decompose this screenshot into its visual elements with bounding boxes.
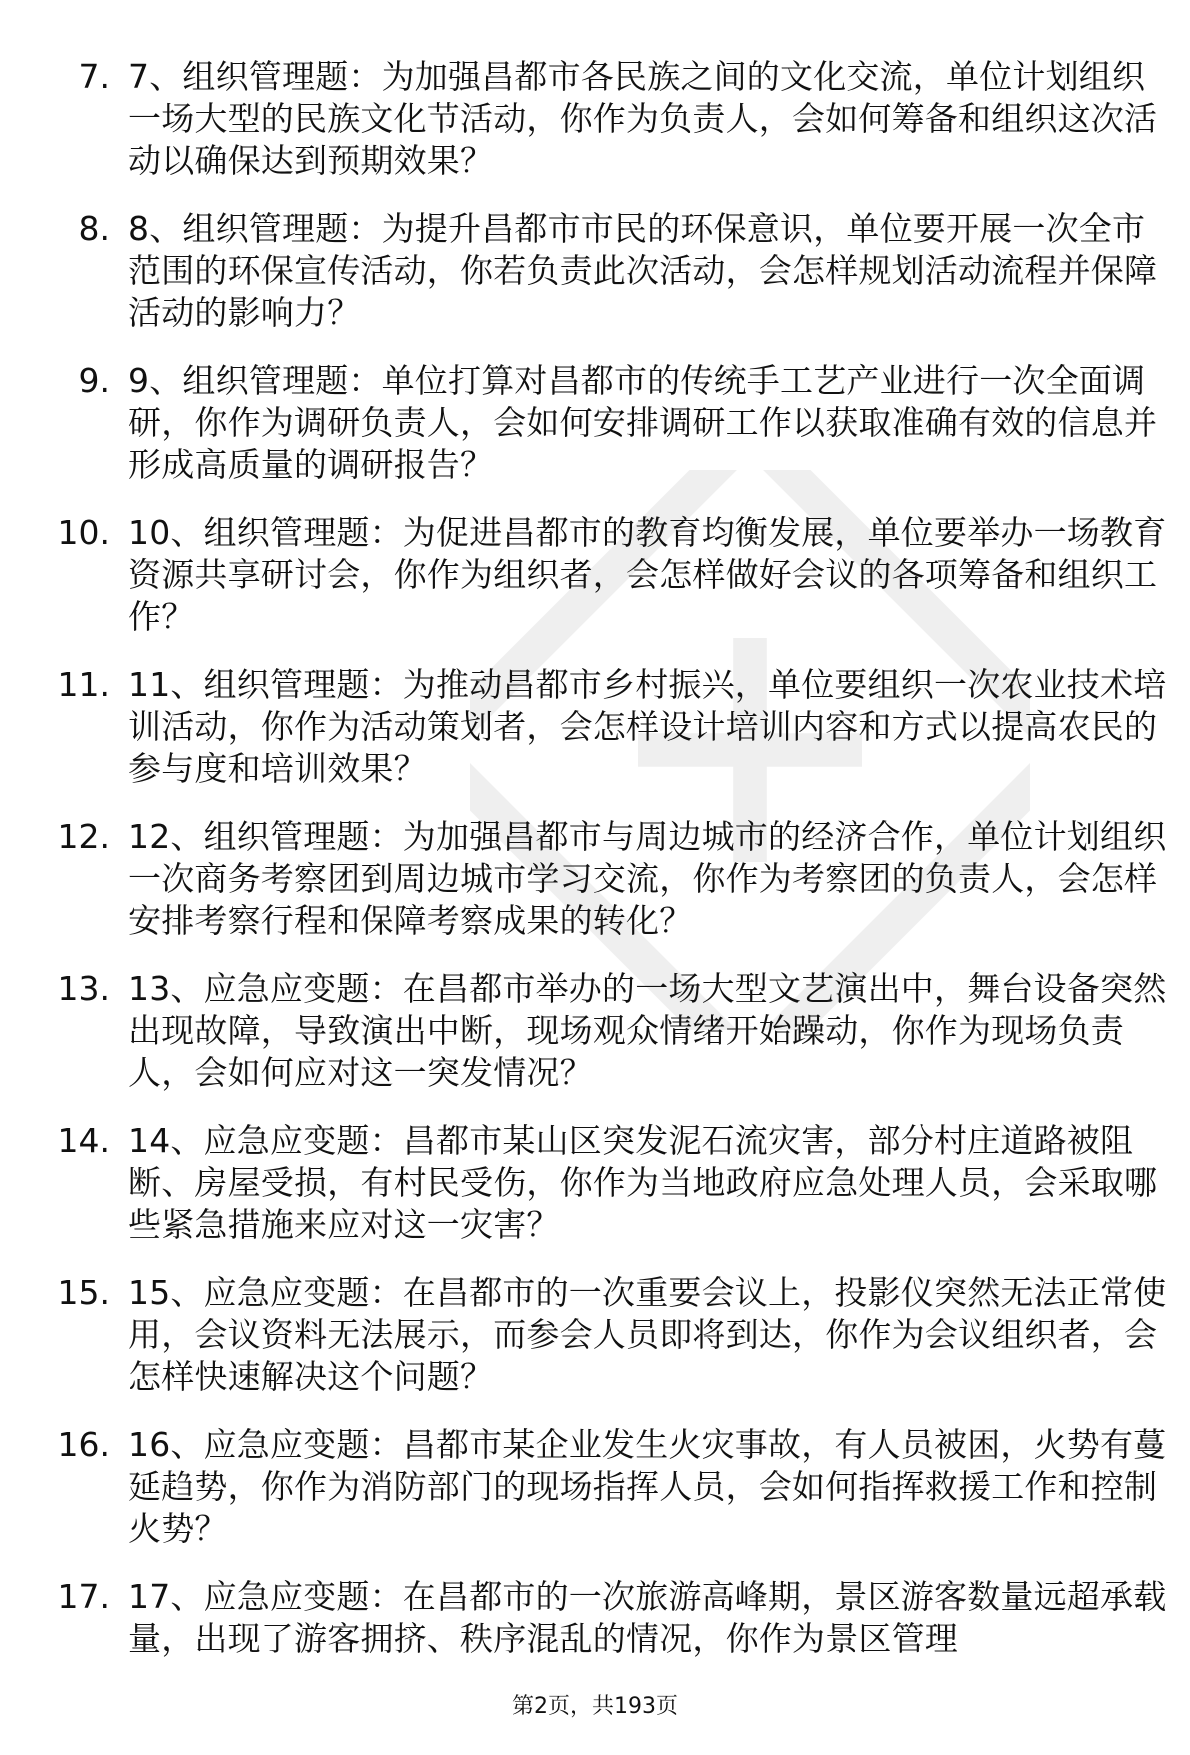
question-text: 17、应急应变题：在昌都市的一次旅游高峰期，景区游客数量远超承载量，出现了游客拥挤、秩序混乱的情况，你作为景区管理 bbox=[128, 1577, 1167, 1658]
question-number: 10. bbox=[57, 513, 110, 552]
question-item-11 bbox=[0, 660, 1190, 812]
question-number: 9. bbox=[78, 361, 110, 400]
question-text: 13、应急应变题：在昌都市举办的一场大型文艺演出中，舞台设备突然出现故障，导致演出中断，现场观众情绪开始躁动，你作为现场负责人，会如何应对这一突发情况？ bbox=[128, 969, 1167, 1092]
question-text: 12、组织管理题：为加强昌都市与周边城市的经济合作，单位计划组织一次商务考察团到周边城市学习交流，你作为考察团的负责人，会怎样安排考察行程和保障考察成果的转化？ bbox=[128, 817, 1167, 940]
question-number: 8. bbox=[78, 209, 110, 248]
question-item-17 bbox=[0, 1572, 1190, 1682]
question-text: 15、应急应变题：在昌都市的一次重要会议上，投影仪突然无法正常使用，会议资料无法展示，而参会人员即将到达，你作为会议组织者，会怎样快速解决这个问题？ bbox=[128, 1273, 1167, 1396]
question-number: 12. bbox=[57, 817, 110, 856]
question-number: 14. bbox=[57, 1121, 110, 1160]
question-item-10 bbox=[0, 508, 1190, 660]
question-text: 7、组织管理题：为加强昌都市各民族之间的文化交流，单位计划组织一场大型的民族文化节活动，你作为负责人，会如何筹备和组织这次活动以确保达到预期效果？ bbox=[128, 57, 1158, 180]
page-footer: 第2页，共193页 bbox=[512, 1694, 678, 1719]
question-number: 17. bbox=[57, 1577, 110, 1616]
question-item-7 bbox=[0, 52, 1190, 204]
question-item-12 bbox=[0, 812, 1190, 964]
question-text: 8、组织管理题：为提升昌都市市民的环保意识，单位要开展一次全市范围的环保宣传活动，你若负责此次活动，会怎样规划活动流程并保障活动的影响力？ bbox=[128, 209, 1158, 332]
question-number: 11. bbox=[57, 665, 110, 704]
question-number: 13. bbox=[57, 969, 110, 1008]
question-item-13 bbox=[0, 964, 1190, 1116]
question-number: 7. bbox=[78, 57, 110, 96]
question-item-9 bbox=[0, 356, 1190, 508]
question-text: 11、组织管理题：为推动昌都市乡村振兴，单位要组织一次农业技术培训活动，你作为活动策划者，会怎样设计培训内容和方式以提高农民的参与度和培训效果？ bbox=[128, 665, 1167, 788]
question-text: 10、组织管理题：为促进昌都市的教育均衡发展，单位要举办一场教育资源共享研讨会，你作为组织者，会怎样做好会议的各项筹备和组织工作？ bbox=[128, 513, 1167, 636]
question-item-8 bbox=[0, 204, 1190, 356]
question-number: 16. bbox=[57, 1425, 110, 1464]
question-item-16 bbox=[0, 1420, 1190, 1572]
question-item-15 bbox=[0, 1268, 1190, 1420]
question-text: 9、组织管理题：单位打算对昌都市的传统手工艺产业进行一次全面调研，你作为调研负责人，会如何安排调研工作以获取准确有效的信息并形成高质量的调研报告？ bbox=[128, 361, 1158, 484]
question-item-14 bbox=[0, 1116, 1190, 1268]
question-number: 15. bbox=[57, 1273, 110, 1312]
question-list bbox=[0, 52, 1190, 1682]
question-text: 16、应急应变题：昌都市某企业发生火灾事故，有人员被困，火势有蔓延趋势，你作为消防部门的现场指挥人员，会如何指挥救援工作和控制火势？ bbox=[128, 1425, 1167, 1548]
question-text: 14、应急应变题：昌都市某山区突发泥石流灾害，部分村庄道路被阻断、房屋受损，有村民受伤，你作为当地政府应急处理人员，会采取哪些紧急措施来应对这一灾害？ bbox=[128, 1121, 1158, 1244]
